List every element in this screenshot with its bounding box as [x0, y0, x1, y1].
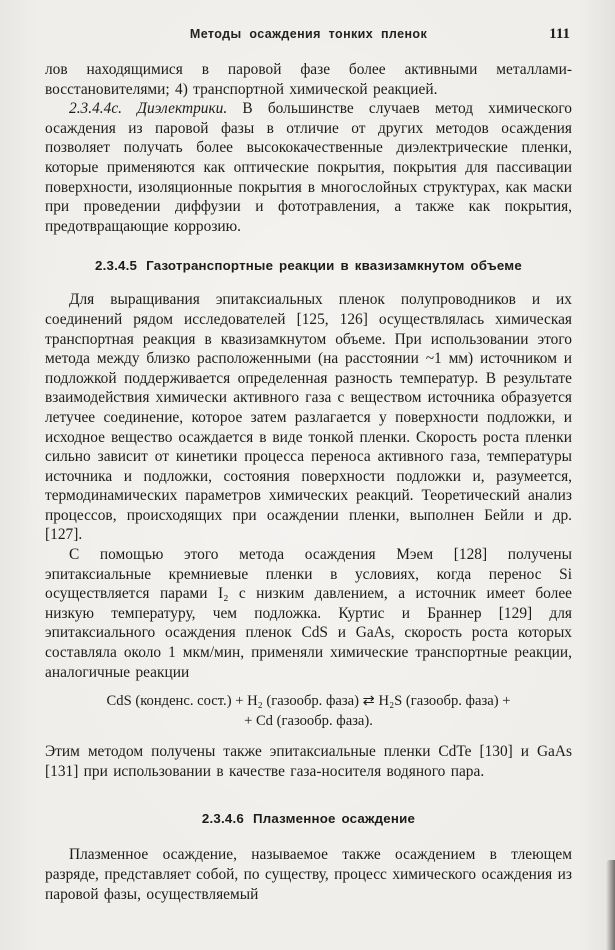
equation-line-1: CdS (конденс. сост.) + H₂ (газообр. фаза) ⇄ H₂S (газообр. фаза) +: [106, 693, 511, 710]
paragraph-epitaxial: С помощью этого метода осаждения Мэем [128] получены эпитаксиальные кремниевые пленки в условиях, когда перенос Si осуществляется парами I₂ с низким давлением, а источник имеет более низкую температуру, чем подложка. Куртис и Браннер [129] для эпитаксиального осаждения пленок CdS и GaAs, скорость роста которых составляла около 1 мкм/мин, применяли химические транспортные реакции, аналогичные реакции: [45, 546, 572, 681]
section-title: Газотранспортные реакции в квазизамкнутом объеме: [146, 258, 522, 274]
section-number: 2.3.4.5: [95, 258, 138, 274]
page-number: 111: [549, 26, 570, 42]
section-heading-plasma: [45, 811, 572, 826]
running-head: Методы осаждения тонких пленок: [189, 27, 428, 41]
section-number: 2.3.4.6: [201, 811, 244, 827]
paragraph-dielectrics: [45, 99, 572, 236]
section-title: Плазменное осаждение: [252, 811, 416, 827]
page-header: [45, 27, 572, 47]
paragraph-text: В большинстве случаев метод химического осаждения из паровой фазы в отличие от других методов осаждения позволяет получать более высококачественные диэлектрические пленки, которые применяются как оптические покрытия, покрытия для пассивации поверхности, изоляционные покрытия в многослойных структурах, как маски при проведении диффузии и фототравления, а также как покрытия, предотвращающие коррозию.: [45, 100, 572, 235]
subsection-lead: 2.3.4.4с. Диэлектрики.: [69, 100, 228, 118]
section-heading-gas-transport: [45, 258, 572, 273]
chemical-equation: [45, 692, 572, 731]
paragraph-growth: Для выращивания эпитаксиальных пленок полупроводников и их соединений рядом исследователей [125, 126] осуществлялась химическая транспортная реакция в квазизамкнутом объеме. При использовании этого метода между близко расположенными (на расстоянии ~1 мм) источником и подложкой поддерживается определенная разность температур. В результате взаимодействия химически активного газа с веществом источника образуется летучее соединение, которое затем разлагается у поверхности подложки, и исходное вещество осаждается в виде тонкой пленки. Скорость роста пленки сильно зависит от кинетики процесса переноса активного газа, температуры источника и подложки, состояния поверхности подложки и, разумеется, термодинамических параметров химических реакций. Теоретический анализ процессов, происходящих при осаждении пленки, выполнен Бейли и др. [127].: [45, 291, 572, 544]
paragraph-cdte: Этим методом получены также эпитаксиальные пленки CdTe [130] и GaAs [131] при использовании в качестве газа-носителя водяного пара.: [45, 743, 572, 780]
equation-line-2: + Cd (газообр. фаза).: [244, 712, 373, 729]
paragraph-continuation: лов находящимися в паровой фазе более активными металлами-восстановителями; 4) транспортной химической реакцией.: [45, 61, 572, 98]
paragraph-plasma: Плазменное осаждение, называемое также осаждением в тлеющем разряде, представляет собой, по существу, процесс химического осаждения из паровой фазы, осуществляемый: [45, 846, 572, 903]
